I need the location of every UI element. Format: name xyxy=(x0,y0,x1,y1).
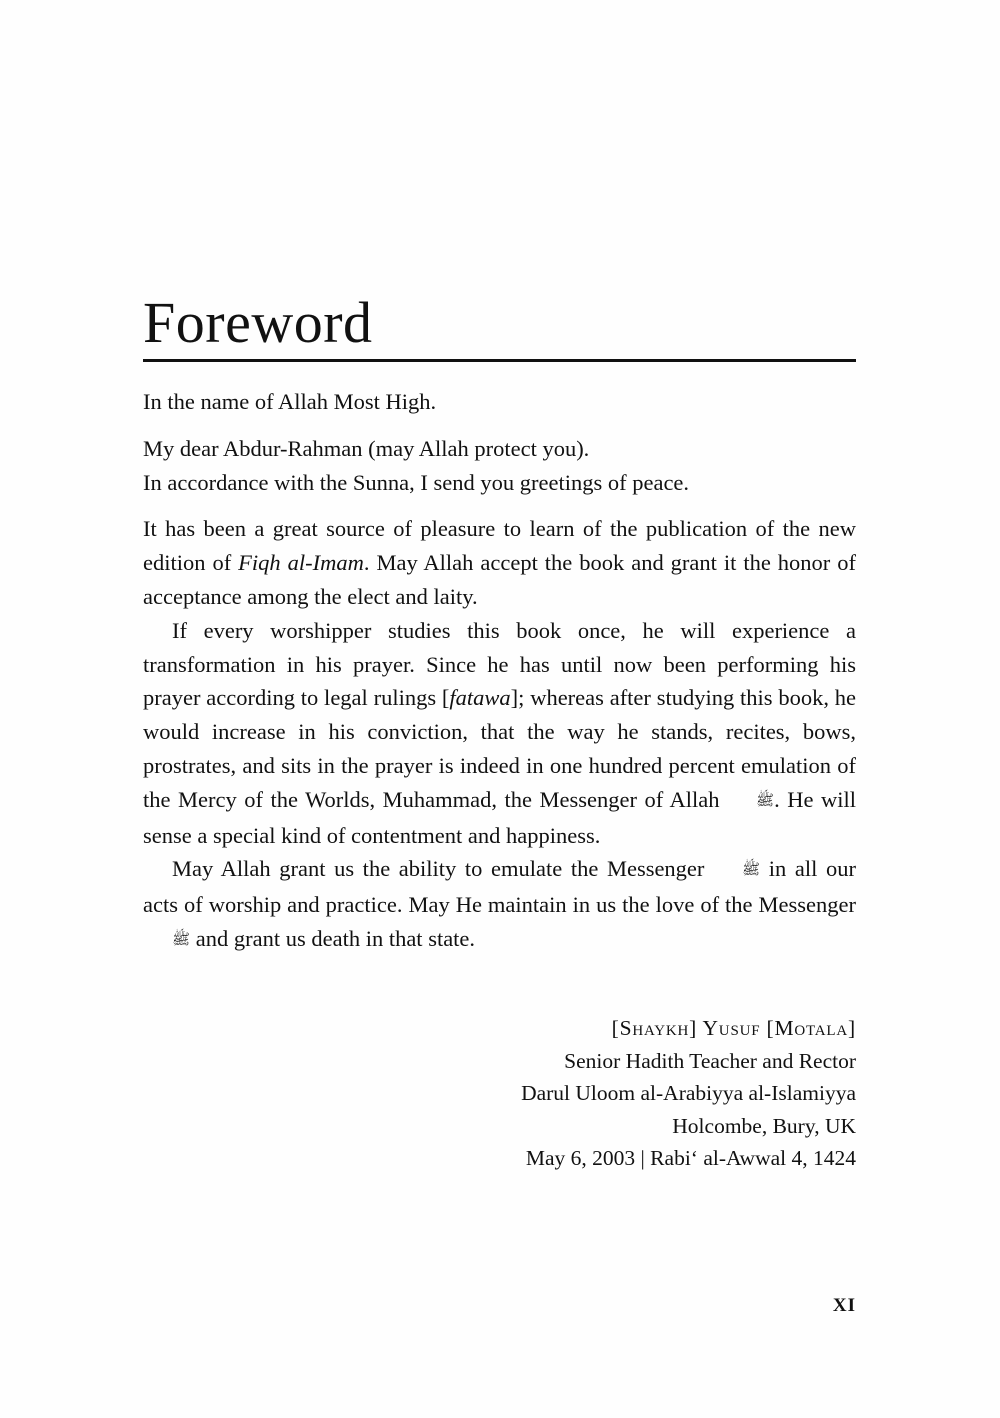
paragraph-publication-text-a: It has been a great source of pleasure to learn of the publication of the new edition of xyxy=(143,516,856,576)
honorific-icon: ﷺ xyxy=(172,931,191,948)
paragraph-supplication xyxy=(143,852,856,957)
paragraph-transformation-text-c: . He will sense a special kind of contentment and happiness. xyxy=(143,786,856,848)
signatory-location: Holcombe, Bury, UK xyxy=(672,1113,856,1138)
paragraph-transformation-text-a: If every worshipper studies this book once, he will experience a transformation in his prayer. Since he has until now been performing his prayer according to legal rulings [ xyxy=(143,617,856,711)
fatawa-term: fatawa xyxy=(449,685,511,711)
paragraph-publication-text-b: . May Allah accept the book and grant it the honor of acceptance among the elect and laity. xyxy=(143,550,856,609)
paragraph-transformation-text-b: ]; whereas after studying this book, he would increase in his conviction, that the way he stands, recites, bows, prostrates, and sits in the prayer is indeed in one hundred percent emulation of the Mercy of the Worlds, Muhammad, the Messenger of Allah xyxy=(143,685,856,812)
paragraph-publication xyxy=(143,512,856,613)
page-title: Foreword xyxy=(143,290,373,355)
honorific-icon: ﷺ xyxy=(755,792,775,809)
paragraph-supplication-text-a: May Allah grant us the ability to emulate the Messenger xyxy=(172,856,714,882)
signatory-name: [Shaykh] Yusuf [Motala] xyxy=(611,1016,856,1040)
book-title: Fiqh al-Imam xyxy=(238,550,364,576)
signature-date: May 6, 2003 | Rabi‘ al-Awwal 4, 1424 xyxy=(525,1146,856,1170)
invocation-paragraph: In the name of Allah Most High. xyxy=(143,389,437,414)
page xyxy=(143,0,856,1418)
salutation-line-1: My dear Abdur-Rahman (may Allah protect you). xyxy=(143,435,590,461)
paragraph-supplication-text-b: in all our acts of worship and practice. May He maintain in us the love of the Messenger xyxy=(143,856,857,918)
page-number: XI xyxy=(832,1295,856,1316)
foreword-body xyxy=(143,385,856,958)
salutation-line-2: In accordance with the Sunna, I send you greetings of peace. xyxy=(143,469,690,495)
honorific-icon: ﷺ xyxy=(742,862,761,879)
signature-block xyxy=(521,1012,856,1175)
signatory-position: Senior Hadith Teacher and Rector xyxy=(564,1048,856,1073)
paragraph-transformation xyxy=(143,614,856,853)
paragraph-supplication-text-c: and grant us death in that state. xyxy=(190,925,476,951)
signatory-institution: Darul Uloom al-Arabiyya al-Islamiyya xyxy=(521,1081,856,1105)
title-rule xyxy=(143,359,856,362)
